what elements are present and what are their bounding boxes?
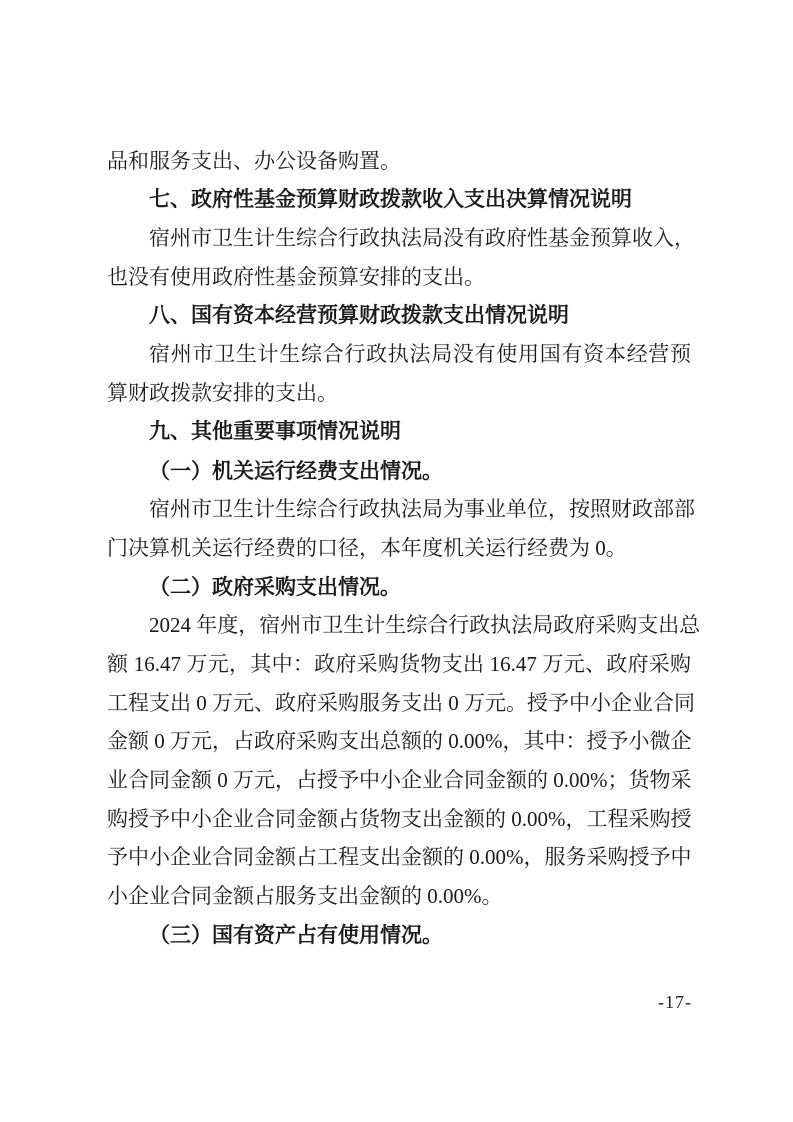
text-line: 工程支出 0 万元、政府采购服务支出 0 万元。授予中小企业合同 xyxy=(107,690,695,715)
sub-heading: （一）机关运行经费支出情况。 xyxy=(149,458,443,483)
text-line: 予中小企业合同金额占工程支出金额的 0.00%，服务采购授予中 xyxy=(107,845,692,870)
text-line: 购授予中小企业合同金额占货物支出金额的 0.00%，工程采购授 xyxy=(107,806,692,831)
text-line: 金额 0 万元，占政府采购支出总额的 0.00%，其中：授予小微企 xyxy=(107,729,692,754)
text-line: 宿州市卫生计生综合行政执法局没有使用国有资本经营预 xyxy=(149,342,691,367)
text-line: 额 16.47 万元，其中：政府采购货物支出 16.47 万元、政府采购 xyxy=(107,651,691,676)
section-heading: 九、其他重要事项情况说明 xyxy=(149,419,401,443)
text-line: 算财政拨款安排的支出。 xyxy=(107,381,338,406)
text-line: 品和服务支出、办公设备购置。 xyxy=(107,149,401,173)
text-line: 2024 年度，宿州市卫生计生综合行政执法局政府采购支出总 xyxy=(149,613,701,638)
text-line: 小企业合同金额占服务支出金额的 0.00%。 xyxy=(107,884,503,909)
text-line: 门决算机关运行经费的口径，本年度机关运行经费为 0。 xyxy=(107,535,627,560)
sub-heading: （二）政府采购支出情况。 xyxy=(149,574,401,599)
section-heading: 八、国有资本经营预算财政拨款支出情况说明 xyxy=(149,303,569,327)
page-number: -17- xyxy=(658,992,692,1012)
sub-heading: （三）国有资产占有使用情况。 xyxy=(149,922,443,947)
document-body xyxy=(107,142,701,954)
text-line: 也没有使用政府性基金预算安排的支出。 xyxy=(107,265,485,290)
section-heading: 七、政府性基金预算财政拨款收入支出决算情况说明 xyxy=(149,187,632,211)
text-line: 业合同金额 0 万元，占授予中小企业合同金额的 0.00%；货物采 xyxy=(107,768,692,792)
text-line: 宿州市卫生计生综合行政执法局没有政府性基金预算收入， xyxy=(149,226,695,251)
text-line: 宿州市卫生计生综合行政执法局为事业单位，按照财政部部 xyxy=(149,497,695,522)
